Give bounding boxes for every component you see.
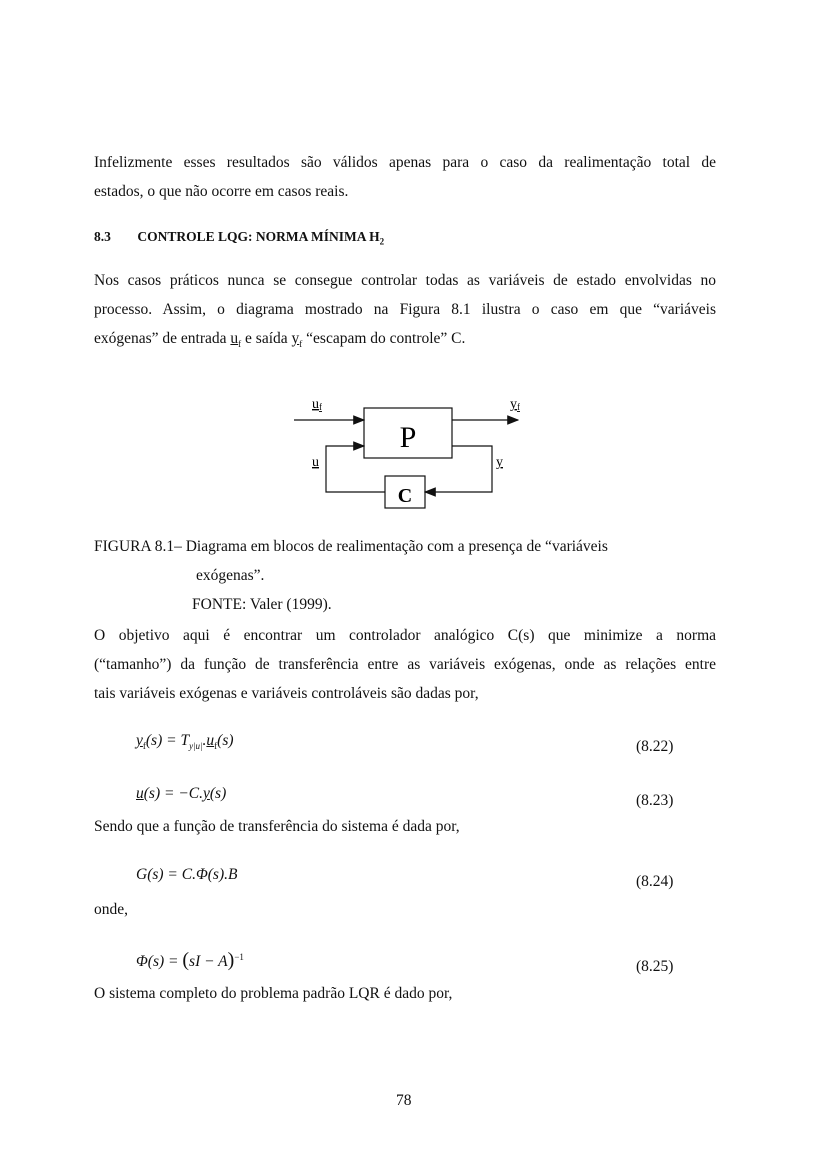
section-title: CONTROLE LQG: NORMA MÍNIMA H	[137, 229, 380, 244]
plant-label: P	[399, 421, 417, 454]
paragraph-intro	[94, 148, 716, 206]
paragraph-line: tais variáveis exógenas e variáveis controláveis são dadas por,	[94, 685, 479, 702]
equation-8-22: $y_f(s) = T_{y|u|}.u_f(s)$	[136, 732, 234, 752]
equation-number: (8.23)	[636, 792, 674, 809]
var-u: u	[230, 330, 239, 347]
var-y: y	[291, 330, 300, 347]
paragraph-line: (“tamanho”) da função de transferência entre as variáveis exógenas, onde as relações entre	[94, 656, 716, 673]
label-y: y	[496, 455, 503, 470]
figure-caption	[94, 532, 608, 619]
paragraph-line: Nos casos práticos nunca se consegue controlar todas as variáveis de estado envolvidas no	[94, 272, 716, 289]
equation-8-24: G(s) = C.Φ(s).B	[136, 866, 238, 883]
controller-label: C	[397, 485, 413, 507]
paragraph-line: O objetivo aqui é encontrar um controlador analógico C(s) que minimize a norma	[94, 627, 716, 644]
paragraph-line: Infelizmente esses resultados são válidos apenas para o caso da realimentação total de	[94, 154, 716, 171]
text-sendo: Sendo que a função de transferência do sistema é dada por,	[94, 818, 460, 835]
paragraph-line: exógenas” de entrada $u_f$ e saída $y_f$ “escapam do controle” C.	[94, 330, 466, 350]
section-heading	[94, 229, 384, 247]
section-number: 8.3	[94, 229, 111, 244]
label-u: u	[312, 455, 319, 470]
label-uf: uf	[312, 397, 322, 412]
paragraph-line: estados, o que não ocorre em casos reais.	[94, 183, 349, 200]
text-sistema: O sistema completo do problema padrão LQR é dado por,	[94, 985, 453, 1002]
equation-number: (8.22)	[636, 738, 674, 755]
caption-line: FIGURA 8.1– Diagrama em blocos de realimentação com a presença de “variáveis	[94, 538, 608, 555]
section-title-subscript: 2	[379, 236, 385, 247]
equation-number: (8.25)	[636, 958, 674, 975]
page-number: 78	[396, 1092, 412, 1109]
equation-number: (8.24)	[636, 873, 674, 890]
paragraph-practical-cases	[94, 266, 716, 359]
equation-8-23: u(s) = −C.y(s)	[136, 785, 227, 802]
label-yf: yf	[510, 397, 520, 412]
text-onde: onde,	[94, 901, 129, 918]
equation-8-25: Φ(s) = (sI − A)$^{-1}$	[136, 949, 244, 971]
paragraph-line: processo. Assim, o diagrama mostrado na Figura 8.1 ilustra o caso em que “variáveis	[94, 301, 716, 318]
caption-line: exógenas”.	[196, 567, 265, 584]
figure-source: FONTE: Valer (1999).	[192, 596, 332, 613]
paragraph-objective	[94, 621, 716, 708]
block-diagram	[280, 390, 540, 510]
